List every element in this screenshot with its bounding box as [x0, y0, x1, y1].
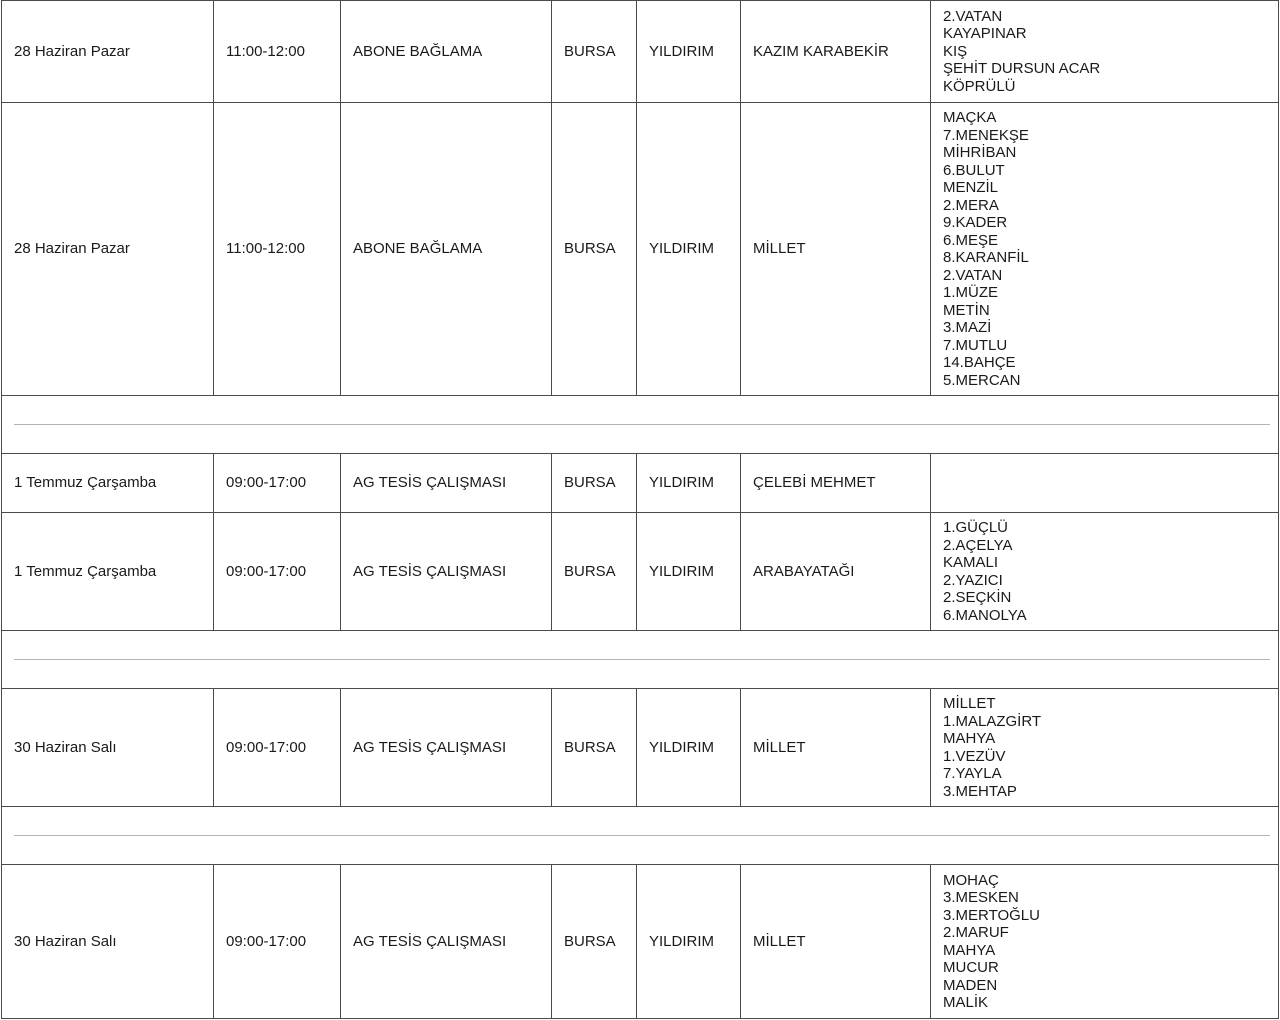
street-name: MOHAÇ	[943, 871, 999, 889]
city-cell: BURSA	[552, 513, 637, 631]
street-name: 7.MUTLU	[943, 336, 1008, 354]
neighborhood-cell: MİLLET	[741, 689, 931, 807]
street-name: KIŞ	[943, 42, 968, 60]
time-cell: 09:00-17:00	[214, 513, 341, 631]
district-cell: YILDIRIM	[637, 103, 741, 396]
date-cell: 30 Haziran Salı	[2, 689, 214, 807]
time-cell: 11:00-12:00	[214, 103, 341, 396]
street-name: 2.VATAN	[943, 7, 1003, 25]
streets-cell	[931, 689, 1279, 807]
work-type-cell: AG TESİS ÇALIŞMASI	[341, 689, 552, 807]
neighborhood-cell: KAZIM KARABEKİR	[741, 1, 931, 103]
streets-cell	[931, 454, 1279, 513]
street-name: 1.MALAZGİRT	[943, 712, 1042, 730]
street-name: 6.BULUT	[943, 161, 1005, 179]
spacer-row	[2, 631, 1279, 689]
divider-line	[14, 835, 1270, 836]
street-name: MAHYA	[943, 730, 996, 747]
street-name: 7.MENEKŞE	[943, 126, 1029, 144]
district-cell: YILDIRIM	[637, 689, 741, 807]
street-name: 6.MEŞE	[943, 231, 999, 249]
street-name: KAMALI	[943, 554, 999, 571]
spacer-cell	[2, 396, 1279, 454]
table-row	[2, 689, 1279, 807]
neighborhood-cell: ÇELEBİ MEHMET	[741, 454, 931, 513]
time-cell: 09:00-17:00	[214, 454, 341, 513]
district-cell: YILDIRIM	[637, 454, 741, 513]
street-name: 2.MARUF	[943, 924, 1009, 941]
street-name: MİHRİBAN	[943, 144, 1017, 161]
work-type-cell: ABONE BAĞLAMA	[341, 1, 552, 103]
city-cell: BURSA	[552, 689, 637, 807]
table-row	[2, 454, 1279, 513]
divider-line	[14, 659, 1270, 660]
streets-cell	[931, 103, 1279, 396]
time-cell: 09:00-17:00	[214, 689, 341, 807]
street-name: 3.MAZİ	[943, 319, 992, 336]
street-name: 1.GÜÇLÜ	[943, 519, 1009, 536]
city-cell: BURSA	[552, 865, 637, 1019]
district-cell: YILDIRIM	[637, 1, 741, 103]
street-name: 5.MERCAN	[943, 371, 1021, 389]
date-cell: 1 Temmuz Çarşamba	[2, 454, 214, 513]
spacer-cell	[2, 631, 1279, 689]
street-name: 2.SEÇKİN	[943, 589, 1012, 606]
time-cell: 09:00-17:00	[214, 865, 341, 1019]
street-name: MENZİL	[943, 179, 999, 196]
work-type-cell: AG TESİS ÇALIŞMASI	[341, 865, 552, 1019]
date-cell: 28 Haziran Pazar	[2, 103, 214, 396]
streets-cell	[931, 865, 1279, 1019]
district-cell: YILDIRIM	[637, 513, 741, 631]
street-name: ŞEHİT DURSUN ACAR	[943, 60, 1101, 78]
street-name: 3.MERTOĞLU	[943, 906, 1040, 924]
street-name: 3.MEHTAP	[943, 782, 1017, 800]
street-name: MUCUR	[943, 959, 999, 976]
date-cell: 30 Haziran Salı	[2, 865, 214, 1019]
table-row	[2, 513, 1279, 631]
outage-table	[1, 0, 1279, 1019]
neighborhood-cell: ARABAYATAĞI	[741, 513, 931, 631]
city-cell: BURSA	[552, 1, 637, 103]
district-cell: YILDIRIM	[637, 865, 741, 1019]
street-name: 2.AÇELYA	[943, 536, 1013, 554]
street-name: 6.MANOLYA	[943, 606, 1027, 624]
neighborhood-cell: MİLLET	[741, 103, 931, 396]
work-type-cell: AG TESİS ÇALIŞMASI	[341, 513, 552, 631]
date-cell: 28 Haziran Pazar	[2, 1, 214, 103]
table-row	[2, 1, 1279, 103]
work-type-cell: AG TESİS ÇALIŞMASI	[341, 454, 552, 513]
street-name: MAHYA	[943, 941, 996, 959]
street-name: MADEN	[943, 976, 998, 994]
street-name: MALİK	[943, 994, 989, 1011]
spacer-cell	[2, 807, 1279, 865]
street-name: 1.MÜZE	[943, 284, 999, 301]
street-name: KAYAPINAR	[943, 25, 1027, 43]
spacer-row	[2, 807, 1279, 865]
neighborhood-cell: MİLLET	[741, 865, 931, 1019]
street-name: 14.BAHÇE	[943, 354, 1016, 371]
street-name: MAÇKA	[943, 109, 997, 126]
divider-line	[14, 424, 1270, 425]
street-name: 2.YAZICI	[943, 571, 1003, 589]
city-cell: BURSA	[552, 454, 637, 513]
streets-cell	[931, 1, 1279, 103]
street-name: MİLLET	[943, 695, 996, 712]
spacer-row	[2, 396, 1279, 454]
city-cell: BURSA	[552, 103, 637, 396]
table-row	[2, 103, 1279, 396]
street-name: METİN	[943, 301, 990, 319]
street-name: 8.KARANFİL	[943, 249, 1029, 266]
date-cell: 1 Temmuz Çarşamba	[2, 513, 214, 631]
street-name: 7.YAYLA	[943, 765, 1002, 782]
street-name: 1.VEZÜV	[943, 747, 1006, 765]
street-name: KÖPRÜLÜ	[943, 77, 1016, 95]
time-cell: 11:00-12:00	[214, 1, 341, 103]
streets-cell	[931, 513, 1279, 631]
table-row	[2, 865, 1279, 1019]
street-name: 9.KADER	[943, 214, 1008, 231]
street-name: 2.MERA	[943, 196, 999, 214]
work-type-cell: ABONE BAĞLAMA	[341, 103, 552, 396]
street-name: 2.VATAN	[943, 266, 1003, 284]
street-name: 3.MESKEN	[943, 889, 1019, 906]
